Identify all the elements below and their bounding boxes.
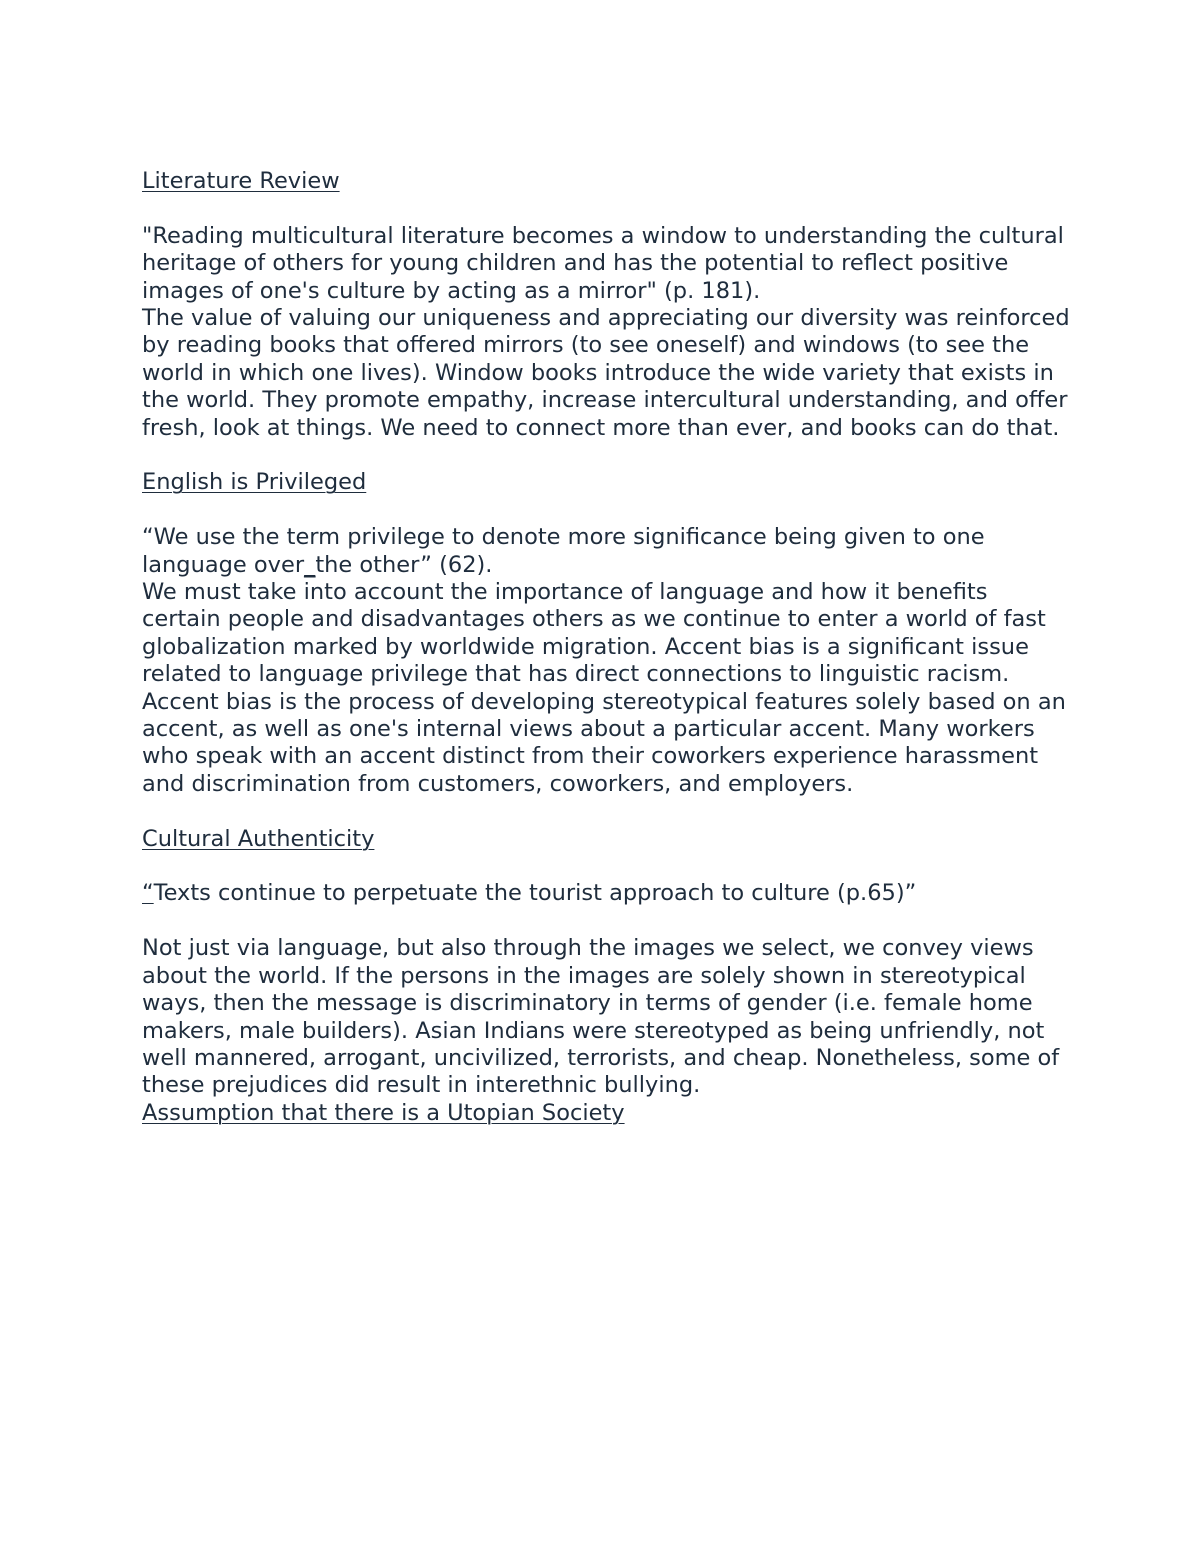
paragraph-literature-review: The value of valuing our uniqueness and appreciating our diversity was reinforced by reading books that offered mirrors (to see oneself) and windows (to see the world in which one lives). Window books introduce the wide variety that exists in the world. They promote empathy, increase intercultural understanding, and offer fresh, look at things. We need to connect more than ever, and books can do that. [142, 305, 1070, 441]
quote-underscore: _ [304, 551, 316, 578]
blank-line [142, 195, 1072, 222]
quote-english-privileged [142, 524, 1072, 579]
quote-open-mark: “ [142, 880, 154, 907]
blank-line [142, 908, 1072, 935]
quote-text: Texts continue to perpetuate the tourist approach to culture (p.65)” [153, 880, 917, 907]
quote-text-part2: the other” (62). [315, 551, 493, 578]
blank-line [142, 798, 1072, 825]
document-page [142, 168, 1072, 1127]
paragraph-cultural-authenticity: Not just via language, but also through the images we select, we convey views about the world. If the persons in the images are solely shown in stereotypical ways, then the message is discriminatory in terms of gender (i.e. female home makers, male builders). Asian Indians were stereotyped as being unfriendly, not well mannered, arrogant, uncivilized, terrorists, and cheap. Nonetheless, some of these prejudices did result in interethnic bullying. [142, 935, 1060, 1099]
quote-text-part1: “We use the term privilege to denote more significance being given to one language over [142, 524, 985, 578]
blank-line [142, 442, 1072, 469]
heading-utopian-society: Assumption that there is a Utopian Society [142, 1099, 625, 1126]
quote-cultural-authenticity [142, 880, 1072, 907]
paragraph-english-privileged: We must take into account the importance of language and how it benefits certain people and disadvantages others as we continue to enter a world of fast globalization marked by worldwide migration. Accent bias is a significant issue related to language privilege that has direct connections to linguistic racism. Accent bias is the process of developing stereotypical features solely based on an accent, as well as one's internal views about a particular accent. Many workers who speak with an accent distinct from their coworkers experience harassment and discrimination from customers, coworkers, and employers. [142, 579, 1066, 797]
blank-line [142, 497, 1072, 524]
heading-literature-review: Literature Review [142, 168, 340, 194]
quote-literature-review: "Reading multicultural literature becomes a window to understanding the cultural heritage of others for young children and has the potential to reflect positive images of one's culture by acting as a mirror" (p. 181). [142, 222, 1064, 304]
heading-english-privileged: English is Privileged [142, 469, 367, 496]
blank-line [142, 853, 1072, 880]
heading-cultural-authenticity: Cultural Authenticity [142, 825, 375, 852]
